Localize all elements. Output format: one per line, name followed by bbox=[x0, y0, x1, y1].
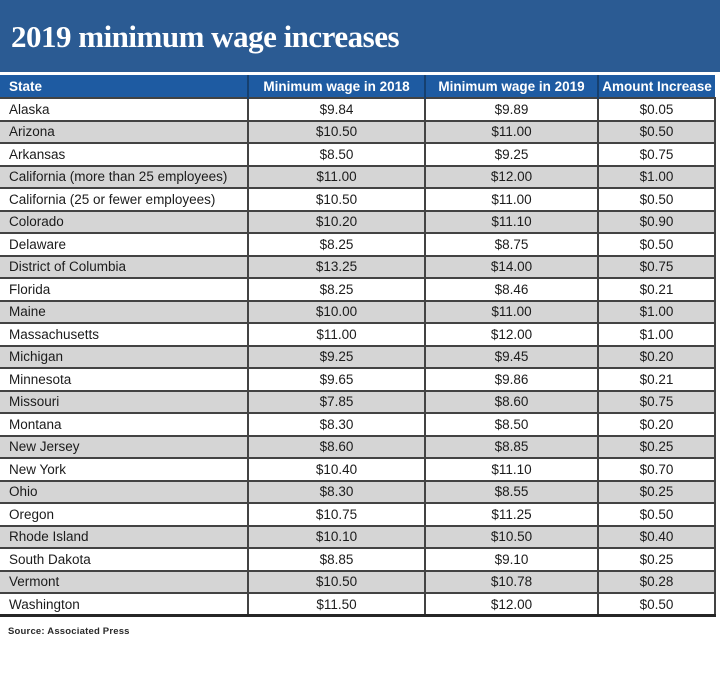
increase-cell: $1.00 bbox=[598, 323, 715, 346]
increase-cell: $0.21 bbox=[598, 368, 715, 391]
column-header-wage-2018: Minimum wage in 2018 bbox=[248, 75, 425, 98]
table-row bbox=[0, 368, 715, 391]
table-row bbox=[0, 413, 715, 436]
state-cell: Arizona bbox=[0, 121, 248, 144]
state-cell: Maine bbox=[0, 301, 248, 324]
state-cell: California (25 or fewer employees) bbox=[0, 188, 248, 211]
increase-cell: $0.25 bbox=[598, 436, 715, 459]
table-row bbox=[0, 526, 715, 549]
wage-2018-cell: $8.85 bbox=[248, 548, 425, 571]
wage-2019-cell: $8.85 bbox=[425, 436, 598, 459]
wage-2018-cell: $11.50 bbox=[248, 593, 425, 616]
wage-2018-cell: $8.30 bbox=[248, 481, 425, 504]
table-row bbox=[0, 346, 715, 369]
wage-2018-cell: $11.00 bbox=[248, 323, 425, 346]
table-row bbox=[0, 436, 715, 459]
table-row bbox=[0, 571, 715, 594]
wage-2018-cell: $10.50 bbox=[248, 188, 425, 211]
state-cell: Colorado bbox=[0, 211, 248, 234]
increase-cell: $0.50 bbox=[598, 233, 715, 256]
increase-cell: $0.20 bbox=[598, 413, 715, 436]
minimum-wage-table bbox=[0, 75, 716, 617]
increase-cell: $0.50 bbox=[598, 593, 715, 616]
wage-2019-cell: $8.60 bbox=[425, 391, 598, 414]
wage-2018-cell: $10.75 bbox=[248, 503, 425, 526]
wage-2019-cell: $9.86 bbox=[425, 368, 598, 391]
wage-2019-cell: $9.89 bbox=[425, 98, 598, 121]
state-cell: Michigan bbox=[0, 346, 248, 369]
state-cell: Minnesota bbox=[0, 368, 248, 391]
state-cell: Alaska bbox=[0, 98, 248, 121]
increase-cell: $0.40 bbox=[598, 526, 715, 549]
table-row bbox=[0, 323, 715, 346]
wage-2018-cell: $8.25 bbox=[248, 278, 425, 301]
increase-cell: $0.50 bbox=[598, 503, 715, 526]
wage-2019-cell: $14.00 bbox=[425, 256, 598, 279]
wage-2018-cell: $8.25 bbox=[248, 233, 425, 256]
wage-2019-cell: $11.25 bbox=[425, 503, 598, 526]
wage-2018-cell: $8.60 bbox=[248, 436, 425, 459]
state-cell: Ohio bbox=[0, 481, 248, 504]
page-title: 2019 minimum wage increases bbox=[11, 19, 400, 54]
header-row bbox=[0, 75, 715, 98]
wage-2018-cell: $10.00 bbox=[248, 301, 425, 324]
wage-2019-cell: $9.10 bbox=[425, 548, 598, 571]
wage-2018-cell: $10.10 bbox=[248, 526, 425, 549]
wage-2018-cell: $10.50 bbox=[248, 121, 425, 144]
wage-2018-cell: $9.65 bbox=[248, 368, 425, 391]
wage-2019-cell: $12.00 bbox=[425, 593, 598, 616]
column-header-wage-2019: Minimum wage in 2019 bbox=[425, 75, 598, 98]
title-banner bbox=[0, 0, 720, 72]
wage-2018-cell: $10.40 bbox=[248, 458, 425, 481]
table-row bbox=[0, 188, 715, 211]
state-cell: South Dakota bbox=[0, 548, 248, 571]
source-note: Source: Associated Press bbox=[8, 626, 130, 637]
wage-2019-cell: $11.10 bbox=[425, 211, 598, 234]
increase-cell: $1.00 bbox=[598, 301, 715, 324]
state-cell: Missouri bbox=[0, 391, 248, 414]
wage-2019-cell: $9.45 bbox=[425, 346, 598, 369]
wage-2019-cell: $11.00 bbox=[425, 188, 598, 211]
table-row bbox=[0, 593, 715, 616]
table-row bbox=[0, 233, 715, 256]
table-row bbox=[0, 278, 715, 301]
wage-2019-cell: $10.78 bbox=[425, 571, 598, 594]
increase-cell: $0.75 bbox=[598, 391, 715, 414]
increase-cell: $0.28 bbox=[598, 571, 715, 594]
state-cell: New York bbox=[0, 458, 248, 481]
wage-2018-cell: $10.20 bbox=[248, 211, 425, 234]
state-cell: Delaware bbox=[0, 233, 248, 256]
state-cell: Rhode Island bbox=[0, 526, 248, 549]
wage-2018-cell: $11.00 bbox=[248, 166, 425, 189]
increase-cell: $0.75 bbox=[598, 256, 715, 279]
increase-cell: $0.50 bbox=[598, 188, 715, 211]
increase-cell: $1.00 bbox=[598, 166, 715, 189]
wage-2019-cell: $8.50 bbox=[425, 413, 598, 436]
state-cell: Washington bbox=[0, 593, 248, 616]
column-header-amount-increase: Amount Increase bbox=[598, 75, 715, 98]
increase-cell: $0.20 bbox=[598, 346, 715, 369]
state-cell: Oregon bbox=[0, 503, 248, 526]
increase-cell: $0.25 bbox=[598, 481, 715, 504]
state-cell: Massachusetts bbox=[0, 323, 248, 346]
table-area bbox=[0, 75, 720, 617]
table-row bbox=[0, 256, 715, 279]
table-row bbox=[0, 481, 715, 504]
wage-2018-cell: $9.25 bbox=[248, 346, 425, 369]
table-header bbox=[0, 75, 715, 98]
table-row bbox=[0, 301, 715, 324]
state-cell: California (more than 25 employees) bbox=[0, 166, 248, 189]
wage-2019-cell: $8.75 bbox=[425, 233, 598, 256]
wage-2019-cell: $8.46 bbox=[425, 278, 598, 301]
table-row bbox=[0, 391, 715, 414]
state-cell: District of Columbia bbox=[0, 256, 248, 279]
table-row bbox=[0, 458, 715, 481]
wage-2019-cell: $12.00 bbox=[425, 166, 598, 189]
column-header-state: State bbox=[0, 75, 248, 98]
increase-cell: $0.21 bbox=[598, 278, 715, 301]
state-cell: Florida bbox=[0, 278, 248, 301]
table-row bbox=[0, 98, 715, 121]
increase-cell: $0.75 bbox=[598, 143, 715, 166]
table-row bbox=[0, 211, 715, 234]
wage-2019-cell: $8.55 bbox=[425, 481, 598, 504]
wage-2018-cell: $8.30 bbox=[248, 413, 425, 436]
increase-cell: $0.70 bbox=[598, 458, 715, 481]
table-row bbox=[0, 503, 715, 526]
wage-2018-cell: $10.50 bbox=[248, 571, 425, 594]
wage-2018-cell: $13.25 bbox=[248, 256, 425, 279]
wage-2019-cell: $12.00 bbox=[425, 323, 598, 346]
wage-2019-cell: $11.00 bbox=[425, 121, 598, 144]
table-body bbox=[0, 98, 715, 616]
increase-cell: $0.25 bbox=[598, 548, 715, 571]
table-row bbox=[0, 166, 715, 189]
state-cell: Arkansas bbox=[0, 143, 248, 166]
increase-cell: $0.05 bbox=[598, 98, 715, 121]
wage-2018-cell: $9.84 bbox=[248, 98, 425, 121]
wage-2019-cell: $9.25 bbox=[425, 143, 598, 166]
increase-cell: $0.50 bbox=[598, 121, 715, 144]
table-row bbox=[0, 143, 715, 166]
table-row bbox=[0, 121, 715, 144]
wage-2018-cell: $8.50 bbox=[248, 143, 425, 166]
table-row bbox=[0, 548, 715, 571]
wage-2019-cell: $10.50 bbox=[425, 526, 598, 549]
increase-cell: $0.90 bbox=[598, 211, 715, 234]
state-cell: Vermont bbox=[0, 571, 248, 594]
wage-2019-cell: $11.10 bbox=[425, 458, 598, 481]
wage-2018-cell: $7.85 bbox=[248, 391, 425, 414]
wage-2019-cell: $11.00 bbox=[425, 301, 598, 324]
state-cell: New Jersey bbox=[0, 436, 248, 459]
state-cell: Montana bbox=[0, 413, 248, 436]
